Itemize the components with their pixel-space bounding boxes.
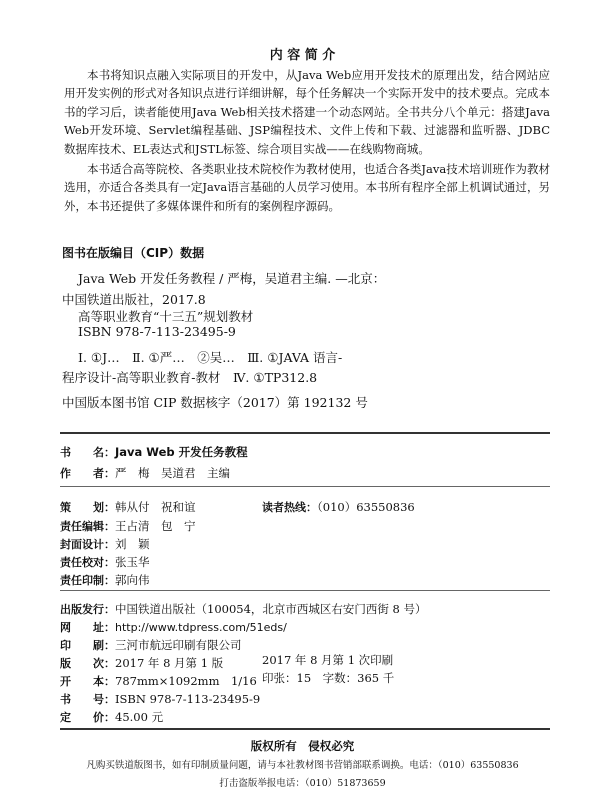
planner-row [60, 496, 196, 515]
summary-paragraph-2: 本书适合高等院校、各类职业技术院校作为教材使用，也适合各类Java技术培训班作为教材选用，亦适合各类具有一定Java语言基础的人员学习使用。本书所有程序全部上机调试通过，另外，本书还提供了多媒体课件和所有的案例程序源码。 [64, 162, 550, 213]
book-name: Java Web 开发任务教程 [115, 445, 248, 459]
hotline: （010）63550836 [317, 500, 415, 514]
planner: 韩从付 祝和谊 [115, 500, 196, 514]
cip-line-5: Ⅰ. ①J… Ⅱ. ①严… ②吴… Ⅲ. ①JAVA 语言- [78, 350, 343, 365]
proof-row [60, 551, 150, 570]
isbn-label: 书 号： [60, 693, 115, 706]
edition: 2017 年 8 月第 1 版 [115, 656, 224, 670]
editor-row [60, 515, 196, 534]
print-manager-row [60, 569, 150, 588]
format-label: 开 本： [60, 675, 115, 688]
editor: 王占清 包 宁 [115, 519, 196, 533]
cip-line-2: 中国铁道出版社，2017.8 [62, 292, 206, 307]
printer-row [60, 634, 242, 653]
divider [60, 432, 550, 434]
author-row [60, 462, 230, 481]
website-label: 网 址： [60, 621, 115, 634]
publisher-row [60, 598, 427, 617]
price-label: 定 价： [60, 711, 115, 724]
rights-reserved: 版权所有 侵权必究 [250, 739, 355, 753]
proofreader: 张玉华 [115, 555, 150, 569]
cip-line-1: Java Web 开发任务教程 / 严梅，吴道君主编. —北京： [78, 271, 386, 286]
quality-notice: 凡购买铁道版图书，如有印制质量问题，请与本社教材图书营销部联系调换。电话：（010）63550836 [86, 760, 519, 771]
format-row [60, 670, 257, 689]
price-row [60, 706, 163, 725]
format: 787mm×1092mm 1/16 [115, 674, 257, 688]
printer: 三河市航远印刷有限公司 [115, 638, 242, 652]
printing: 2017 年 8 月第 1 次印刷 [262, 653, 394, 667]
printer-label: 印 刷： [60, 639, 115, 652]
edition-label: 版 次： [60, 657, 115, 670]
book-name-label: 书 名： [60, 446, 115, 459]
hotline-label: 读者热线： [262, 501, 317, 514]
author: 严 梅 吴道君 主编 [115, 466, 230, 480]
cip-heading: 图书在版编目（CIP）数据 [62, 246, 205, 260]
author-label: 作 者： [60, 467, 115, 480]
cip-line-3: 高等职业教育“十三五”规划教材 [78, 309, 254, 324]
publisher-label: 出版发行： [60, 603, 115, 616]
divider [60, 486, 550, 487]
isbn-row [60, 688, 260, 707]
divider [60, 728, 550, 730]
website[interactable]: http://www.tdpress.com/51eds/ [115, 621, 287, 634]
price: 45.00 元 [115, 710, 164, 724]
cip-line-6: 程序设计-高等职业教育-教材 Ⅳ. ①TP312.8 [62, 370, 318, 385]
divider [60, 590, 550, 591]
cover-designer: 刘 颖 [115, 537, 150, 551]
website-row [60, 616, 287, 635]
isbn: ISBN 978-7-113-23495-9 [115, 692, 261, 706]
cip-line-4: ISBN 978-7-113-23495-9 [78, 324, 236, 339]
hotline-row [262, 496, 415, 515]
book-name-row [60, 441, 248, 460]
publisher: 中国铁道出版社（100054，北京市西城区右安门西街 8 号） [115, 602, 427, 616]
planner-label: 策 划： [60, 501, 115, 514]
print-manager: 郭向伟 [115, 573, 150, 587]
cip-line-7: 中国版本图书馆 CIP 数据核字（2017）第 192132 号 [62, 395, 368, 410]
print-manager-label: 责任印制： [60, 574, 115, 587]
cover-label: 封面设计： [60, 538, 115, 551]
editor-label: 责任编辑： [60, 520, 115, 533]
sheets-words: 印张：15 字数：365 千 [262, 671, 395, 685]
piracy-hotline: 打击盗版举报电话：（010）51873659 [219, 778, 386, 789]
edition-row [60, 652, 223, 671]
summary-paragraph-1: 本书将知识点融入实际项目的开发中，从Java Web应用开发技术的原理出发，结合网站应用开发实例的形式对各知识点进行详细讲解，每个任务解决一个实际开发中的技术要点。完成本书的学习后，读者能使用Java Web相关技术搭建一个动态网站。全书共分八个单元：搭建Java Web开发环境、Servlet编程基础、JSP编程技术、文件上传和下载、过滤器和监听器、JDBC数据库技术、EL表达式和JSTL标签、综合项目实战——在线购物商城。 [64, 68, 550, 156]
cover-row [60, 533, 150, 552]
summary-title: 内 容 简 介 [269, 48, 336, 63]
proof-label: 责任校对： [60, 556, 115, 569]
